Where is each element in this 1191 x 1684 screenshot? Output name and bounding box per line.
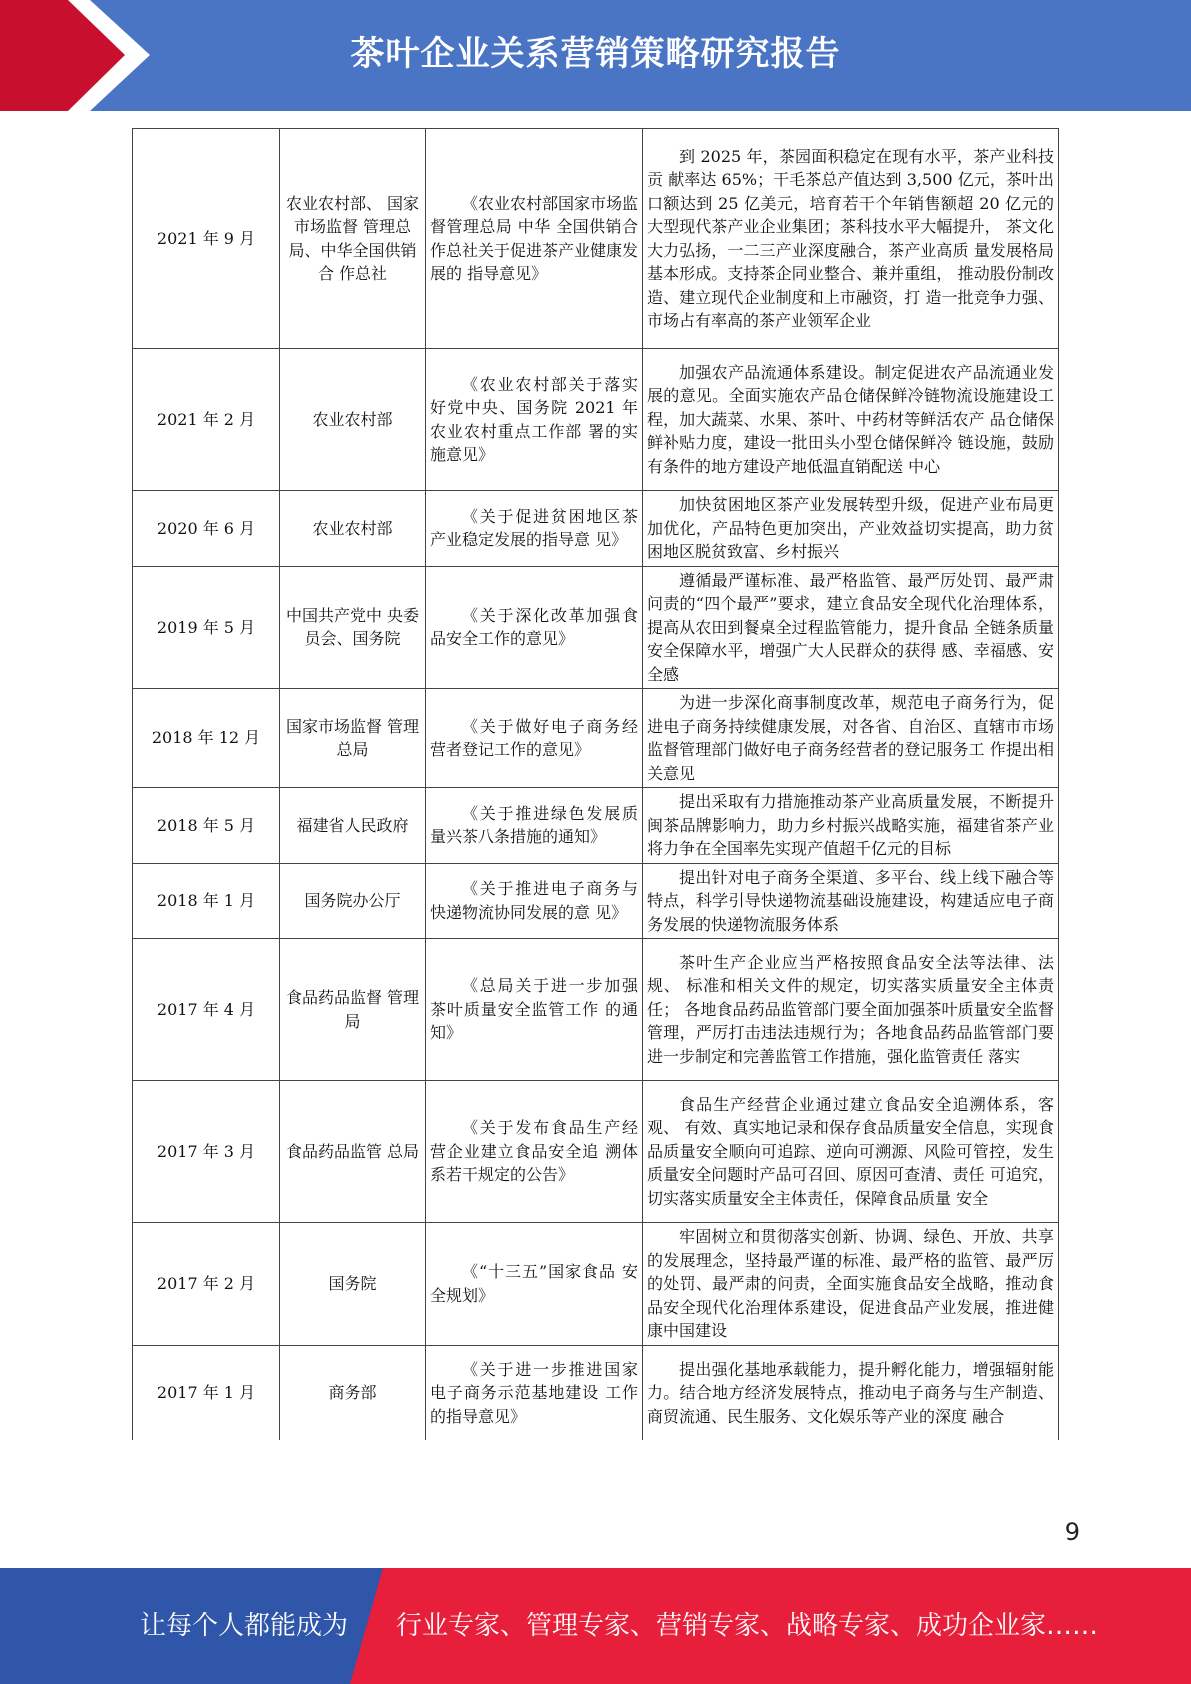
policy-date: 2017 年 1 月 <box>133 1345 280 1440</box>
policy-content: 加快贫困地区茶产业发展转型升级，促进产业布局更 加优化，产品特色更加突出，产业效益切实提高，助力贫困地区脱贫致富、乡村振兴 <box>643 491 1059 567</box>
policy-issuer: 农业农村部、 国家市场监督 管理总局、中华全国供销合 作总社 <box>280 129 426 349</box>
policy-document: 《关于深化改革加强食 品安全工作的意见》 <box>426 566 643 689</box>
policy-issuer: 农业农村部 <box>280 349 426 491</box>
policy-document: 《关于发布食品生产经 营企业建立食品安全追 溯体系若干规定的公告》 <box>426 1081 643 1223</box>
table-row <box>133 863 1059 939</box>
policy-date: 2019 年 5 月 <box>133 566 280 689</box>
policy-document: 《关于推进绿色发展质 量兴茶八条措施的通知》 <box>426 788 643 864</box>
page-footer <box>0 1568 1191 1684</box>
policy-issuer: 食品药品监督 管理局 <box>280 939 426 1081</box>
footer-slogan-right: 行业专家、管理专家、营销专家、战略专家、成功企业家…… <box>396 1611 1099 1641</box>
policy-date: 2017 年 4 月 <box>133 939 280 1081</box>
policy-content: 牢固树立和贯彻落实创新、协调、绿色、开放、共享 的发展理念，坚持最严谨的标准、最严格的监管、最严厉的处罚、最严肃的问责，全面实施食品安全战略，推动食品安全现代化治理体系建设，促进食品产业发展，推进健康中国建设 <box>643 1223 1059 1346</box>
policy-content: 提出强化基地承载能力，提升孵化能力，增强辐射能 力。结合地方经济发展特点，推动电子商务与生产制造、商贸流通、民生服务、文化娱乐等产业的深度 融合 <box>643 1345 1059 1440</box>
policy-date: 2018 年 12 月 <box>133 689 280 788</box>
policy-date: 2017 年 2 月 <box>133 1223 280 1346</box>
table-row <box>133 788 1059 864</box>
policy-document: 《总局关于进一步加强 茶叶质量安全监管工作 的通知》 <box>426 939 643 1081</box>
policy-content: 为进一步深化商事制度改革，规范电子商务行为，促 进电子商务持续健康发展，对各省、自治区、直辖市市场监督管理部门做好电子商务经营者的登记服务工 作提出相关意见 <box>643 689 1059 788</box>
table-row <box>133 349 1059 491</box>
policy-document: 《“十三五”国家食品 安全规划》 <box>426 1223 643 1346</box>
table-row <box>133 491 1059 567</box>
policy-date: 2021 年 9 月 <box>133 129 280 349</box>
policy-issuer: 食品药品监管 总局 <box>280 1081 426 1223</box>
policy-date: 2018 年 5 月 <box>133 788 280 864</box>
page-number: 9 <box>1064 1518 1080 1546</box>
policy-document: 《农业农村部关于落实 好党中央、国务院 2021 年农业农村重点工作部 署的实施意见》 <box>426 349 643 491</box>
policy-content: 提出针对电子商务全渠道、多平台、线上线下融合等 特点，科学引导快递物流基础设施建设，构建适应电子商务发展的快递物流服务体系 <box>643 863 1059 939</box>
policy-issuer: 福建省人民政府 <box>280 788 426 864</box>
policy-content: 到 2025 年，茶园面积稳定在现有水平，茶产业科技贡 献率达 65%；干毛茶总产值达到 3,500 亿元，茶叶出口额达到 25 亿美元，培育若干个年销售额超 20 亿元的大型现代茶产业企业集团；茶科技水平大幅提升， 茶文化大力弘扬，一二三产业深度融合，茶产业高质 量发展格局基本形成。支持茶企同业整合、兼并重组， 推动股份制改造、建立现代企业制度和上市融资，打 造一批竞争力强、市场占有率高的茶产业领军企业 <box>643 129 1059 349</box>
policy-content: 加强农产品流通体系建设。制定促进农产品流通业发 展的意见。全面实施农产品仓储保鲜冷链物流设施建设工程，加大蔬菜、水果、茶叶、中药材等鲜活农产 品仓储保鲜补贴力度，建设一批田头小型仓储保鲜冷 链设施，鼓励有条件的地方建设产地低温直销配送 中心 <box>643 349 1059 491</box>
table-row <box>133 1223 1059 1346</box>
policy-content: 茶叶生产企业应当严格按照食品安全法等法律、法规、 标准和相关文件的规定，切实落实质量安全主体责任； 各地食品药品监管部门要全面加强茶叶质量安全监督 管理，严厉打击违法违规行为；各地食品药品监管部门要进一步制定和完善监管工作措施，强化监管责任 落实 <box>643 939 1059 1081</box>
policy-date: 2020 年 6 月 <box>133 491 280 567</box>
policy-document: 《关于推进电子商务与 快递物流协同发展的意 见》 <box>426 863 643 939</box>
policy-date: 2021 年 2 月 <box>133 349 280 491</box>
footer-slogan-left: 让每个人都能成为 <box>140 1611 349 1641</box>
table-row <box>133 689 1059 788</box>
policy-date: 2017 年 3 月 <box>133 1081 280 1223</box>
policy-document: 《关于促进贫困地区茶 产业稳定发展的指导意 见》 <box>426 491 643 567</box>
table-row <box>133 129 1059 349</box>
table-row <box>133 1081 1059 1223</box>
policy-issuer: 商务部 <box>280 1345 426 1440</box>
table-row <box>133 1345 1059 1440</box>
policy-issuer: 中国共产党中 央委员会、国务院 <box>280 566 426 689</box>
table-row <box>133 939 1059 1081</box>
policy-issuer: 国务院办公厅 <box>280 863 426 939</box>
policy-document: 《关于进一步推进国家 电子商务示范基地建设 工作的指导意见》 <box>426 1345 643 1440</box>
page-header <box>0 0 1191 111</box>
policy-content: 遵循最严谨标准、最严格监管、最严厉处罚、最严肃 问责的“四个最严”要求，建立食品安全现代化治理体系，提高从农田到餐桌全过程监管能力，提升食品 全链条质量安全保障水平，增强广大人民群众的获得 感、幸福感、安全感 <box>643 566 1059 689</box>
policy-issuer: 国家市场监督 管理总局 <box>280 689 426 788</box>
policy-date: 2018 年 1 月 <box>133 863 280 939</box>
policy-issuer: 农业农村部 <box>280 491 426 567</box>
table-row <box>133 566 1059 689</box>
policy-document: 《农业农村部国家市场监督管理总局 中华 全国供销合作总社关于促进茶产业健康发展的 指导意见》 <box>426 129 643 349</box>
policy-issuer: 国务院 <box>280 1223 426 1346</box>
page-title: 茶叶企业关系营销策略研究报告 <box>350 34 841 74</box>
policy-content: 食品生产经营企业通过建立食品安全追溯体系，客观、 有效、真实地记录和保存食品质量安全信息，实现食 品质量安全顺向可追踪、逆向可溯源、风险可管控，发生质量安全问题时产品可召回、原因可查清、责任 可追究，切实落实质量安全主体责任，保障食品质量 安全 <box>643 1081 1059 1223</box>
policy-document: 《关于做好电子商务经 营者登记工作的意见》 <box>426 689 643 788</box>
policy-table <box>132 128 1059 1440</box>
policy-content: 提出采取有力措施推动茶产业高质量发展，不断提升 闽茶品牌影响力，助力乡村振兴战略实施，福建省茶产业将力争在全国率先实现产值超千亿元的目标 <box>643 788 1059 864</box>
